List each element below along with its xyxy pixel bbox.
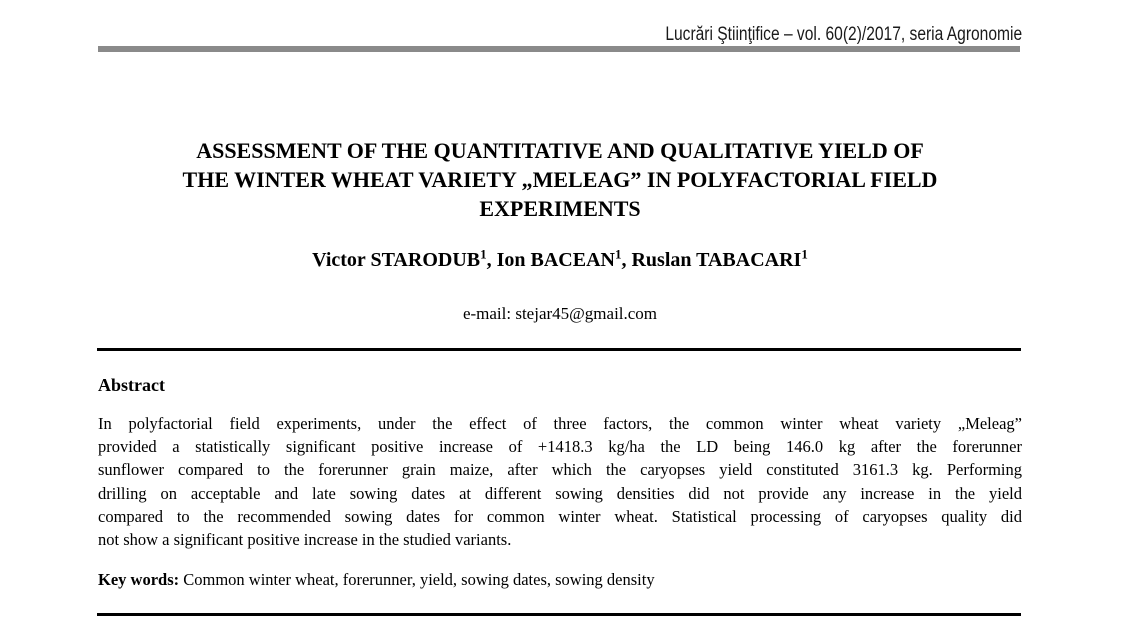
authors-line	[98, 246, 1022, 272]
author-separator-2: ,	[621, 249, 632, 271]
abstract-line-6: not show a significant positive increase in the studied variants.	[98, 530, 512, 550]
abstract-line-1: In polyfactorial field experiments, under the effect of three factors, the common winter wheat variety „Meleag”	[98, 414, 1022, 433]
keywords-line	[98, 570, 1022, 590]
article-title	[98, 136, 1022, 223]
abstract-top-rule	[97, 348, 1021, 351]
email-line: e-mail: stejar45@gmail.com	[462, 304, 658, 323]
article-title-line-2: THE WINTER WHEAT VARIETY „MELEAG” IN POLYFACTORIAL FIELD	[182, 167, 938, 192]
keywords-label: Key words:	[98, 570, 180, 589]
article-title-line-3: EXPERIMENTS	[479, 196, 641, 221]
abstract-line-3: sunflower compared to the forerunner grain maize, after which the caryopses yield constituted 3161.3 kg. Performing	[98, 460, 1022, 480]
abstract-heading: Abstract	[98, 375, 165, 395]
author-affiliation-sup-2: 1	[614, 246, 622, 262]
author-name-2: Ion BACEAN	[496, 249, 615, 271]
abstract-line-4: drilling on acceptable and late sowing dates at different sowing densities did not provide any increase in the yield	[98, 483, 1022, 503]
article-title-line-1: ASSESSMENT OF THE QUANTITATIVE AND QUALITATIVE YIELD OF	[196, 138, 924, 163]
keywords-text: Common winter wheat, forerunner, yield, sowing dates, sowing density	[179, 570, 655, 589]
author-name-3: Ruslan TABACARI	[631, 249, 802, 271]
journal-running-head-text: Lucrări Ştiinţifice – vol. 60(2)/2017, seria Agronomie	[665, 24, 1022, 45]
abstract-paragraph	[98, 412, 1022, 551]
header-divider-bar	[98, 46, 1020, 52]
abstract-line-5: compared to the recommended sowing dates for common winter wheat. Statistical processing of caryopses quality did	[98, 506, 1022, 526]
journal-running-head	[98, 24, 1022, 46]
footer-rule	[97, 613, 1021, 616]
author-separator-1: ,	[486, 249, 497, 271]
author-affiliation-sup-3: 1	[801, 246, 808, 262]
abstract-line-2: provided a statistically significant positive increase of +1418.3 kg/ha the LD being 146.0 kg after the forerunner	[98, 437, 1022, 457]
author-affiliation-sup-1: 1	[480, 246, 487, 262]
author-name-1: Victor STARODUB	[312, 249, 481, 271]
